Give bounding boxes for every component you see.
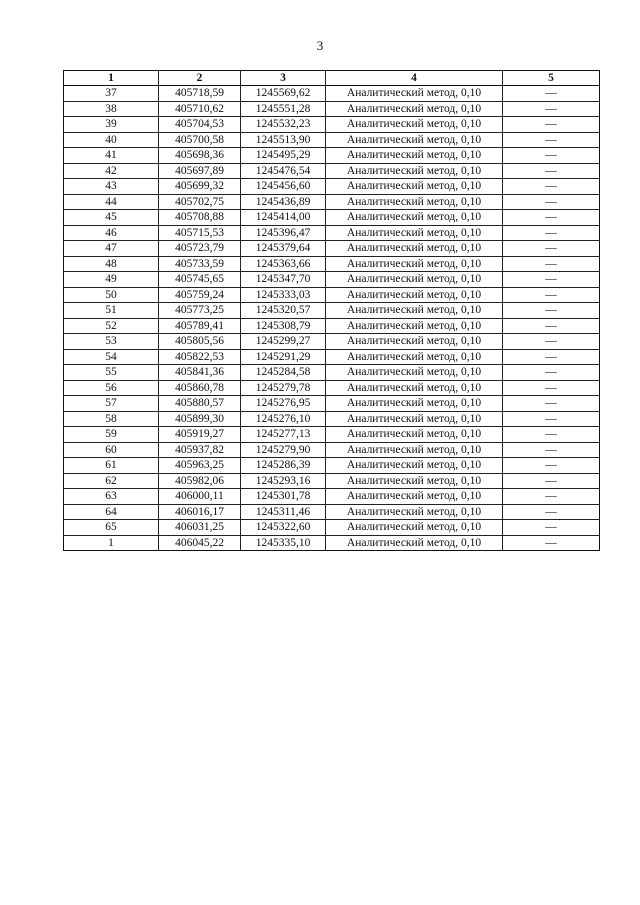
table-row xyxy=(64,442,600,458)
cell-y-coordinate: 1245308,79 xyxy=(241,318,326,334)
cell-x-coordinate: 405880,57 xyxy=(159,396,241,412)
page-number: 3 xyxy=(316,38,324,53)
cell-y-coordinate: 1245476,54 xyxy=(241,163,326,179)
cell-point-number: 42 xyxy=(64,163,159,179)
cell-x-coordinate: 405860,78 xyxy=(159,380,241,396)
table-row xyxy=(64,520,600,536)
cell-note: — xyxy=(503,504,600,520)
cell-x-coordinate: 406016,17 xyxy=(159,504,241,520)
header-col-4: 4 xyxy=(326,71,503,86)
cell-method-accuracy: Аналитический метод, 0,10 xyxy=(326,194,503,210)
cell-y-coordinate: 1245311,46 xyxy=(241,504,326,520)
cell-method-accuracy: Аналитический метод, 0,10 xyxy=(326,349,503,365)
cell-y-coordinate: 1245513,90 xyxy=(241,132,326,148)
table-row xyxy=(64,287,600,303)
cell-method-accuracy: Аналитический метод, 0,10 xyxy=(326,318,503,334)
cell-note: — xyxy=(503,272,600,288)
cell-y-coordinate: 1245569,62 xyxy=(241,86,326,102)
cell-method-accuracy: Аналитический метод, 0,10 xyxy=(326,396,503,412)
cell-y-coordinate: 1245284,58 xyxy=(241,365,326,381)
cell-method-accuracy: Аналитический метод, 0,10 xyxy=(326,473,503,489)
cell-note: — xyxy=(503,148,600,164)
cell-note: — xyxy=(503,318,600,334)
cell-note: — xyxy=(503,535,600,551)
cell-point-number: 53 xyxy=(64,334,159,350)
cell-point-number: 50 xyxy=(64,287,159,303)
cell-method-accuracy: Аналитический метод, 0,10 xyxy=(326,380,503,396)
cell-method-accuracy: Аналитический метод, 0,10 xyxy=(326,179,503,195)
cell-note: — xyxy=(503,380,600,396)
cell-point-number: 52 xyxy=(64,318,159,334)
cell-y-coordinate: 1245320,57 xyxy=(241,303,326,319)
table-row xyxy=(64,318,600,334)
cell-point-number: 41 xyxy=(64,148,159,164)
cell-note: — xyxy=(503,101,600,117)
cell-method-accuracy: Аналитический метод, 0,10 xyxy=(326,101,503,117)
cell-y-coordinate: 1245286,39 xyxy=(241,458,326,474)
cell-y-coordinate: 1245276,10 xyxy=(241,411,326,427)
cell-method-accuracy: Аналитический метод, 0,10 xyxy=(326,489,503,505)
cell-x-coordinate: 405704,53 xyxy=(159,117,241,133)
cell-method-accuracy: Аналитический метод, 0,10 xyxy=(326,411,503,427)
cell-x-coordinate: 405708,88 xyxy=(159,210,241,226)
cell-point-number: 57 xyxy=(64,396,159,412)
cell-x-coordinate: 405773,25 xyxy=(159,303,241,319)
table-row xyxy=(64,163,600,179)
table-row xyxy=(64,473,600,489)
cell-point-number: 39 xyxy=(64,117,159,133)
cell-method-accuracy: Аналитический метод, 0,10 xyxy=(326,504,503,520)
cell-note: — xyxy=(503,132,600,148)
cell-point-number: 49 xyxy=(64,272,159,288)
coordinates-table xyxy=(63,70,600,551)
cell-note: — xyxy=(503,520,600,536)
cell-point-number: 51 xyxy=(64,303,159,319)
cell-y-coordinate: 1245301,78 xyxy=(241,489,326,505)
table-row xyxy=(64,117,600,133)
cell-point-number: 54 xyxy=(64,349,159,365)
table-row xyxy=(64,272,600,288)
table-row xyxy=(64,210,600,226)
cell-y-coordinate: 1245495,29 xyxy=(241,148,326,164)
cell-point-number: 56 xyxy=(64,380,159,396)
cell-x-coordinate: 405982,06 xyxy=(159,473,241,489)
cell-method-accuracy: Аналитический метод, 0,10 xyxy=(326,86,503,102)
cell-method-accuracy: Аналитический метод, 0,10 xyxy=(326,272,503,288)
cell-method-accuracy: Аналитический метод, 0,10 xyxy=(326,427,503,443)
cell-note: — xyxy=(503,117,600,133)
cell-y-coordinate: 1245436,89 xyxy=(241,194,326,210)
cell-y-coordinate: 1245333,03 xyxy=(241,287,326,303)
cell-method-accuracy: Аналитический метод, 0,10 xyxy=(326,132,503,148)
cell-x-coordinate: 405699,32 xyxy=(159,179,241,195)
table-row xyxy=(64,303,600,319)
cell-note: — xyxy=(503,427,600,443)
cell-y-coordinate: 1245532,23 xyxy=(241,117,326,133)
cell-y-coordinate: 1245279,78 xyxy=(241,380,326,396)
cell-note: — xyxy=(503,349,600,365)
cell-note: — xyxy=(503,334,600,350)
cell-method-accuracy: Аналитический метод, 0,10 xyxy=(326,117,503,133)
cell-x-coordinate: 405715,53 xyxy=(159,225,241,241)
table-row xyxy=(64,256,600,272)
cell-y-coordinate: 1245335,10 xyxy=(241,535,326,551)
cell-y-coordinate: 1245279,90 xyxy=(241,442,326,458)
table-row xyxy=(64,334,600,350)
table-row xyxy=(64,458,600,474)
cell-note: — xyxy=(503,411,600,427)
cell-point-number: 43 xyxy=(64,179,159,195)
cell-x-coordinate: 405745,65 xyxy=(159,272,241,288)
cell-y-coordinate: 1245277,13 xyxy=(241,427,326,443)
cell-note: — xyxy=(503,396,600,412)
cell-x-coordinate: 405723,79 xyxy=(159,241,241,257)
cell-y-coordinate: 1245299,27 xyxy=(241,334,326,350)
cell-note: — xyxy=(503,458,600,474)
cell-x-coordinate: 405702,75 xyxy=(159,194,241,210)
table-row xyxy=(64,396,600,412)
cell-method-accuracy: Аналитический метод, 0,10 xyxy=(326,225,503,241)
table-row xyxy=(64,427,600,443)
table-row xyxy=(64,148,600,164)
cell-note: — xyxy=(503,442,600,458)
cell-y-coordinate: 1245291,29 xyxy=(241,349,326,365)
cell-x-coordinate: 405963,25 xyxy=(159,458,241,474)
cell-y-coordinate: 1245551,28 xyxy=(241,101,326,117)
cell-x-coordinate: 405789,41 xyxy=(159,318,241,334)
cell-method-accuracy: Аналитический метод, 0,10 xyxy=(326,303,503,319)
cell-method-accuracy: Аналитический метод, 0,10 xyxy=(326,442,503,458)
table-row xyxy=(64,535,600,551)
cell-method-accuracy: Аналитический метод, 0,10 xyxy=(326,241,503,257)
cell-point-number: 63 xyxy=(64,489,159,505)
table-row xyxy=(64,349,600,365)
cell-point-number: 65 xyxy=(64,520,159,536)
cell-note: — xyxy=(503,256,600,272)
cell-y-coordinate: 1245414,00 xyxy=(241,210,326,226)
cell-point-number: 62 xyxy=(64,473,159,489)
cell-x-coordinate: 405759,24 xyxy=(159,287,241,303)
table-row xyxy=(64,380,600,396)
cell-x-coordinate: 405733,59 xyxy=(159,256,241,272)
cell-method-accuracy: Аналитический метод, 0,10 xyxy=(326,334,503,350)
cell-point-number: 58 xyxy=(64,411,159,427)
cell-point-number: 44 xyxy=(64,194,159,210)
cell-point-number: 47 xyxy=(64,241,159,257)
cell-x-coordinate: 405805,56 xyxy=(159,334,241,350)
cell-x-coordinate: 405697,89 xyxy=(159,163,241,179)
cell-note: — xyxy=(503,86,600,102)
cell-point-number: 1 xyxy=(64,535,159,551)
cell-note: — xyxy=(503,194,600,210)
cell-point-number: 60 xyxy=(64,442,159,458)
cell-x-coordinate: 405841,36 xyxy=(159,365,241,381)
cell-note: — xyxy=(503,179,600,195)
table-row xyxy=(64,132,600,148)
cell-y-coordinate: 1245322,60 xyxy=(241,520,326,536)
cell-method-accuracy: Аналитический метод, 0,10 xyxy=(326,256,503,272)
cell-method-accuracy: Аналитический метод, 0,10 xyxy=(326,520,503,536)
cell-x-coordinate: 405822,53 xyxy=(159,349,241,365)
cell-x-coordinate: 405919,27 xyxy=(159,427,241,443)
cell-note: — xyxy=(503,473,600,489)
header-col-2: 2 xyxy=(159,71,241,86)
cell-point-number: 61 xyxy=(64,458,159,474)
cell-note: — xyxy=(503,241,600,257)
cell-method-accuracy: Аналитический метод, 0,10 xyxy=(326,535,503,551)
cell-point-number: 45 xyxy=(64,210,159,226)
cell-note: — xyxy=(503,225,600,241)
cell-x-coordinate: 405899,30 xyxy=(159,411,241,427)
cell-note: — xyxy=(503,365,600,381)
header-col-3: 3 xyxy=(241,71,326,86)
cell-point-number: 48 xyxy=(64,256,159,272)
cell-point-number: 64 xyxy=(64,504,159,520)
cell-y-coordinate: 1245456,60 xyxy=(241,179,326,195)
cell-method-accuracy: Аналитический метод, 0,10 xyxy=(326,365,503,381)
table-row xyxy=(64,225,600,241)
table-row xyxy=(64,241,600,257)
cell-y-coordinate: 1245396,47 xyxy=(241,225,326,241)
cell-x-coordinate: 405710,62 xyxy=(159,101,241,117)
cell-point-number: 37 xyxy=(64,86,159,102)
table-header xyxy=(64,71,600,86)
cell-y-coordinate: 1245293,16 xyxy=(241,473,326,489)
cell-point-number: 46 xyxy=(64,225,159,241)
cell-y-coordinate: 1245379,64 xyxy=(241,241,326,257)
cell-method-accuracy: Аналитический метод, 0,10 xyxy=(326,458,503,474)
table-row xyxy=(64,179,600,195)
cell-y-coordinate: 1245347,70 xyxy=(241,272,326,288)
cell-point-number: 40 xyxy=(64,132,159,148)
table-row xyxy=(64,504,600,520)
cell-point-number: 55 xyxy=(64,365,159,381)
cell-x-coordinate: 405698,36 xyxy=(159,148,241,164)
cell-x-coordinate: 406045,22 xyxy=(159,535,241,551)
cell-note: — xyxy=(503,163,600,179)
cell-point-number: 59 xyxy=(64,427,159,443)
table-row xyxy=(64,489,600,505)
table-row xyxy=(64,86,600,102)
cell-point-number: 38 xyxy=(64,101,159,117)
cell-note: — xyxy=(503,489,600,505)
cell-method-accuracy: Аналитический метод, 0,10 xyxy=(326,163,503,179)
cell-method-accuracy: Аналитический метод, 0,10 xyxy=(326,287,503,303)
cell-note: — xyxy=(503,287,600,303)
cell-x-coordinate: 405937,82 xyxy=(159,442,241,458)
header-col-1: 1 xyxy=(64,71,159,86)
table-row xyxy=(64,365,600,381)
table-row xyxy=(64,411,600,427)
header-row xyxy=(64,71,600,86)
cell-x-coordinate: 405700,58 xyxy=(159,132,241,148)
table-row xyxy=(64,194,600,210)
header-col-5: 5 xyxy=(503,71,600,86)
cell-method-accuracy: Аналитический метод, 0,10 xyxy=(326,148,503,164)
cell-y-coordinate: 1245276,95 xyxy=(241,396,326,412)
cell-y-coordinate: 1245363,66 xyxy=(241,256,326,272)
table-body xyxy=(64,86,600,551)
cell-note: — xyxy=(503,210,600,226)
cell-x-coordinate: 405718,59 xyxy=(159,86,241,102)
cell-method-accuracy: Аналитический метод, 0,10 xyxy=(326,210,503,226)
cell-note: — xyxy=(503,303,600,319)
cell-x-coordinate: 406031,25 xyxy=(159,520,241,536)
table-row xyxy=(64,101,600,117)
cell-x-coordinate: 406000,11 xyxy=(159,489,241,505)
